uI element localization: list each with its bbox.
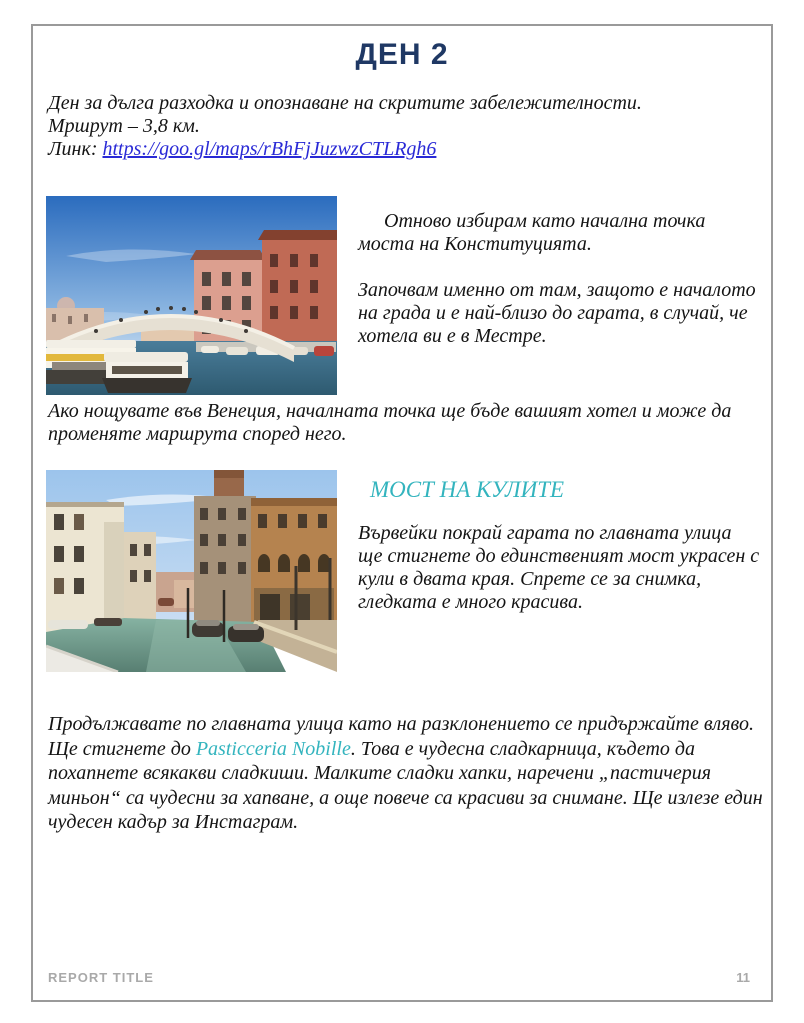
intro-paragraph — [48, 92, 764, 161]
paragraph: Отново избирам като начална точка моста на Конституцията. — [358, 210, 706, 255]
section-constitution-bridge — [358, 210, 758, 348]
final-para-part1: Продължавате по главната улица като на разклонението се придържайте вляво. Ще стигнете до — [48, 713, 754, 760]
section-heading-most-na-kulite: МОСТ НА КУЛИТЕ — [370, 477, 565, 502]
section-towers-bridge — [358, 476, 760, 614]
footer-report-title: REPORT TITLE — [48, 970, 154, 985]
link-label: Линк: — [48, 138, 103, 160]
photo-grand-canal-bridge — [46, 196, 337, 395]
paragraph: Започвам именно от там, защото е началото на града и е най-близо до гарата, в случай, че хотела ви е в Местре. — [358, 279, 756, 347]
paragraph: Вървейки покрай гарата по главната улица ще стигнете до единственият мост украсен с кули в двата края. Спрете се за снимка, гледката е много красива. — [358, 522, 760, 613]
intro-line-2: Мршрут – 3,8 км. — [48, 115, 200, 137]
photo-canal-towers — [46, 470, 337, 672]
intro-line-3 — [48, 138, 764, 161]
intro-line-1: Ден за дълга разходка и опознаване на скритите забележителности. — [48, 92, 642, 114]
paragraph-hotel-note: Ако нощувате във Венеция, началната точка ще бъде вашият хотел и може да променяте маршрута според него. — [48, 400, 732, 445]
google-maps-link[interactable]: https://goo.gl/maps/rBhFjJuzwzCTLRgh6 — [102, 138, 437, 160]
footer-page-number: 11 — [736, 970, 750, 985]
pasticceria-nobille-link[interactable]: Pasticceria Nobille — [195, 737, 351, 760]
page-title: ДЕН 2 — [355, 38, 449, 71]
final-para-part2: . Това е чудесна сладкарница, където да похапнете всякакви сладкиши. Малките сладки хапки, наречени „пастичерия миньон“ са чудесни за хапване, а още повече са красиви за снимане. Ще излезе един чудесен кадър за Инстаграм. — [48, 737, 763, 833]
paragraph-pasticceria — [48, 712, 768, 835]
